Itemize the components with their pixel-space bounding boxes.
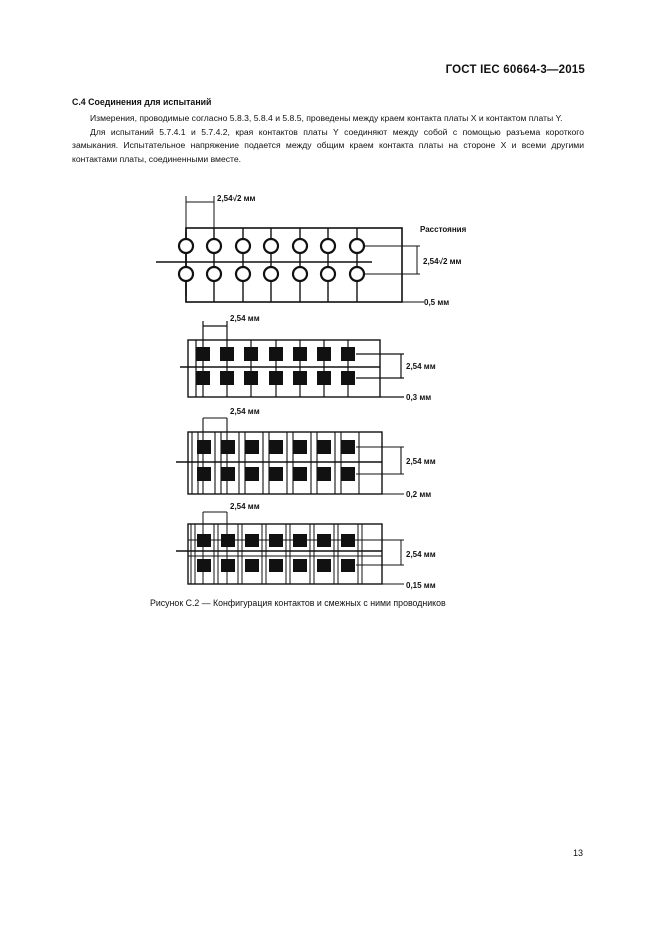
panel-1-distance-label: Расстояния bbox=[420, 225, 467, 234]
panel-2-gap-label: 0,3 мм bbox=[406, 393, 432, 402]
panel-4-pitch-label: 2,54 мм bbox=[230, 502, 260, 511]
section-title: C.4 Соединения для испытаний bbox=[72, 97, 212, 107]
standard-header: ГОСТ IEC 60664-3—2015 bbox=[445, 64, 585, 76]
panel-3-pitch-label: 2,54 мм bbox=[230, 407, 260, 416]
panel-3-row-spacing-label: 2,54 мм bbox=[406, 457, 436, 466]
panel-3-square-pads-02 bbox=[176, 418, 404, 494]
panel-2-pitch-label: 2,54 мм bbox=[230, 314, 260, 323]
panel-3-gap-label: 0,2 мм bbox=[406, 490, 432, 499]
panel-2-square-pads-03 bbox=[180, 321, 404, 397]
panel-1-round-contacts bbox=[156, 196, 424, 302]
page-number: 13 bbox=[572, 848, 583, 858]
panel-1-row-spacing-label: 2,54√2 мм bbox=[423, 257, 462, 266]
panel-2-row-spacing-label: 2,54 мм bbox=[406, 362, 436, 371]
panel-1-gap-label: 0,5 мм bbox=[424, 298, 450, 307]
figure-caption: Рисунок С.2 — Конфигурация контактов и смежных с ними проводников bbox=[150, 598, 446, 608]
panel-4-gap-label: 0,15 мм bbox=[406, 581, 436, 590]
panel-4-row-spacing-label: 2,54 мм bbox=[406, 550, 436, 559]
paragraph-2: Для испытаний 5.7.4.1 и 5.7.4.2, края контактов платы Y соединяют между собой с помощью разъема короткого замыкания. Испытательное напряжение подается между общим краем контакта платы на стороне X и всеми другими контактами платы, соединенными вместе. bbox=[72, 126, 584, 164]
panel-4-square-pads-015 bbox=[176, 512, 404, 584]
paragraph-1: Измерения, проводимые согласно 5.8.3, 5.8.4 и 5.8.5, проведены между краем контакта платы X и контактом платы Y. bbox=[90, 113, 563, 124]
panel-1-pitch-label: 2,54√2 мм bbox=[217, 194, 256, 203]
